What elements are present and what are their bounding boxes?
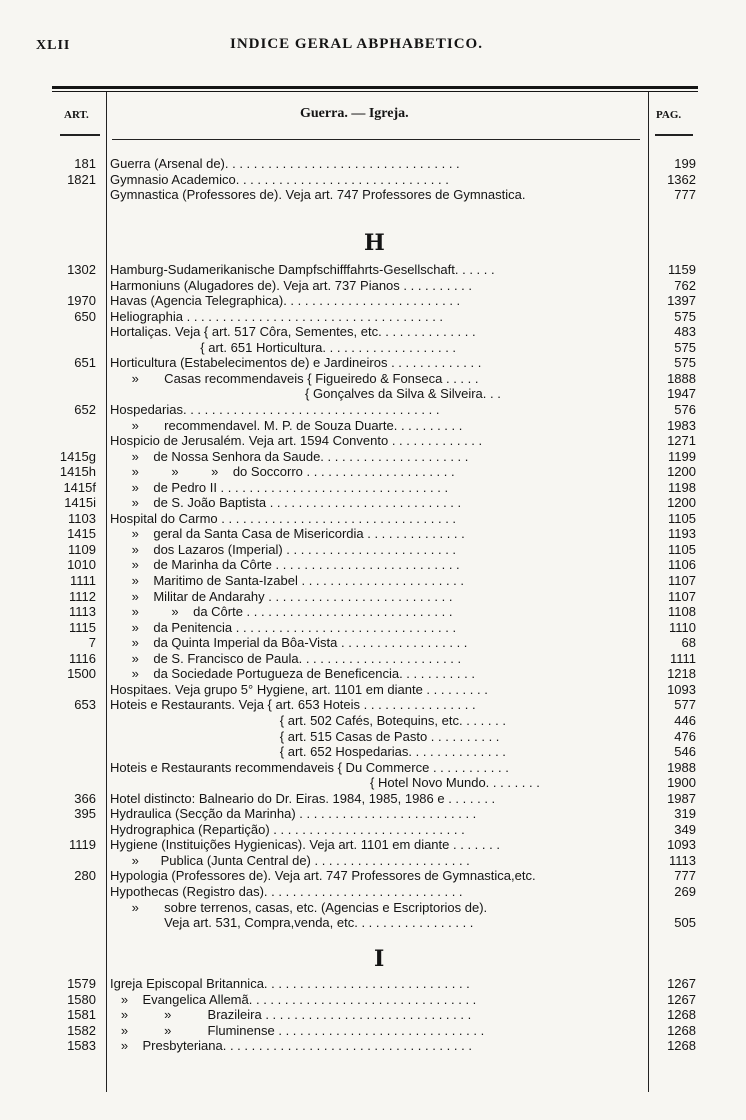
- entry-page-number: 1987: [667, 790, 696, 806]
- index-entry: [52, 791, 702, 807]
- entry-text: Igreja Episcopal Britannica. . . . . . . . . . . . . . . . . . . . . . . . . . . . .: [110, 976, 470, 991]
- entry-page-number: 1267: [667, 976, 696, 991]
- entry-text: » Publica (Junta Central de) . . . . . . . . . . . . . . . . . . . . . .: [110, 852, 470, 868]
- entry-text: » » da Côrte . . . . . . . . . . . . . . . . . . . . . . . . . . . . .: [110, 604, 453, 620]
- entry-page-number: 1983: [667, 417, 696, 433]
- entry-page-number: 1900: [667, 775, 696, 791]
- header-underline-pag: [655, 134, 693, 136]
- entry-page-number: 1397: [667, 293, 696, 309]
- entry-article-number: 181: [74, 156, 96, 171]
- entry-page-number: 1106: [668, 557, 696, 573]
- entry-text: Havas (Agencia Telegraphica). . . . . . . . . . . . . . . . . . . . . . . . .: [110, 293, 461, 309]
- entry-text: » » » do Soccorro . . . . . . . . . . . . . . . . . . . . .: [110, 464, 455, 480]
- entry-text: Harmoniuns (Alugadores de). Veja art. 737 Pianos . . . . . . . . . .: [110, 277, 473, 293]
- entry-page-number: 762: [674, 277, 696, 293]
- index-entry: [52, 187, 702, 203]
- entry-article-number: 1112: [69, 588, 96, 604]
- entry-article-number: 1119: [69, 837, 96, 853]
- entry-page-number: 1988: [667, 759, 696, 775]
- entry-text: Hygiene (Instituições Hygienicas). Veja art. 1101 em diante . . . . . . .: [110, 837, 500, 853]
- entry-text: Hotel distincto: Balneario do Dr. Eiras. 1984, 1985, 1986 e . . . . . . .: [110, 790, 496, 806]
- entry-page-number: 1888: [667, 370, 696, 386]
- entry-page-number: 1199: [668, 448, 696, 464]
- header-rule-thick: [52, 86, 698, 89]
- entry-text: Hortaliças. Veja { art. 517 Côra, Sementes, etc. . . . . . . . . . . . . .: [110, 324, 476, 340]
- index-entry: [52, 511, 702, 527]
- entry-article-number: 1500: [67, 666, 96, 682]
- entry-article-number: 1115: [69, 619, 96, 635]
- index-entry: [52, 278, 702, 294]
- index-entry: [52, 900, 702, 916]
- entry-page-number: 1159: [668, 262, 696, 277]
- entry-page-number: 483: [674, 324, 696, 340]
- entry-page-number: 505: [674, 915, 696, 931]
- entry-text: { art. 502 Cafés, Botequins, etc. . . . . . .: [110, 712, 506, 728]
- entry-page-number: 1193: [668, 526, 696, 542]
- entry-page-number: 575: [674, 355, 696, 371]
- entry-text: » da Penitencia . . . . . . . . . . . . . . . . . . . . . . . . . . . . . . .: [110, 619, 457, 635]
- page-title: INDICE GERAL ABPHABETICO.: [230, 36, 483, 52]
- entry-text: » » Brazileira . . . . . . . . . . . . . . . . . . . . . . . . . . . . .: [110, 1007, 472, 1022]
- entry-page-number: 577: [674, 697, 696, 713]
- entry-text: Hospedarias. . . . . . . . . . . . . . . . . . . . . . . . . . . . . . . . . . . .: [110, 401, 440, 417]
- index-entry: [52, 464, 702, 480]
- index-entry: [52, 542, 702, 558]
- index-entry: [52, 604, 702, 620]
- entry-article-number: 1109: [68, 541, 96, 557]
- entry-text: » Maritimo de Santa-Izabel . . . . . . . . . . . . . . . . . . . . . . .: [110, 573, 465, 588]
- entry-article-number: 1582: [67, 1022, 96, 1038]
- header-underline-section: [112, 139, 640, 140]
- entry-page-number: 1093: [667, 681, 696, 697]
- entry-page-number: 1268: [667, 1007, 696, 1022]
- index-entry: [52, 822, 702, 838]
- entry-page-number: 1362: [667, 171, 696, 187]
- index-entry: [52, 526, 702, 542]
- entry-page-number: 319: [674, 806, 696, 822]
- entry-article-number: 1302: [67, 262, 96, 277]
- entry-text: » recommendavel. M. P. de Souza Duarte. . . . . . . . . .: [110, 417, 463, 433]
- index-entry: [52, 355, 702, 371]
- entry-page-number: 1105: [668, 510, 696, 526]
- entry-article-number: 280: [74, 868, 96, 884]
- entry-text: { Hotel Novo Mundo. . . . . . . .: [110, 775, 540, 791]
- entry-page-number: 199: [674, 156, 696, 171]
- index-entry: [52, 371, 702, 387]
- entry-page-number: 1110: [669, 619, 696, 635]
- entry-article-number: 651: [74, 355, 96, 371]
- entry-text: Hospitaes. Veja grupo 5° Hygiene, art. 1101 em diante . . . . . . . . .: [110, 681, 488, 697]
- page-number: XLII: [36, 38, 71, 53]
- index-entry: [52, 309, 702, 325]
- entry-article-number: 366: [74, 790, 96, 806]
- entry-text: Gymnastica (Professores de). Veja art. 747 Professores de Gymnastica.: [110, 187, 526, 202]
- entry-article-number: 653: [74, 697, 96, 713]
- entry-article-number: 1415g: [59, 448, 96, 464]
- index-entry: [52, 666, 702, 682]
- entry-page-number: 1947: [667, 386, 696, 402]
- index-entry: [52, 868, 702, 884]
- index-entry: [52, 418, 702, 434]
- entry-text: Hamburg-Sudamerikanische Dampfschifffahrts-Gesellschaft. . . . . .: [110, 262, 495, 277]
- entry-page-number: 546: [674, 744, 696, 760]
- header-underline-art: [60, 134, 100, 136]
- entry-text: » de Marinha da Côrte . . . . . . . . . . . . . . . . . . . . . . . . . .: [110, 557, 460, 573]
- entry-text: Horticultura (Estabelecimentos de) e Jardineiros . . . . . . . . . . . . .: [110, 355, 482, 371]
- entry-article-number: 1113: [69, 604, 96, 620]
- entry-text: » de S. Francisco de Paula. . . . . . . . . . . . . . . . . . . . . . .: [110, 650, 462, 666]
- entry-text: » Casas recommendaveis { Figueiredo & Fonseca . . . . .: [110, 370, 479, 386]
- index-entry: [52, 557, 702, 573]
- entry-page-number: 575: [674, 308, 696, 324]
- index-entry: [52, 573, 702, 589]
- entry-text: » da Quinta Imperial da Bôa-Vista . . . . . . . . . . . . . . . . . .: [110, 635, 468, 651]
- index-entry: [52, 635, 702, 651]
- index-entry: [52, 480, 702, 496]
- entry-article-number: 1821: [67, 171, 96, 187]
- entry-text: Hydrographica (Repartição) . . . . . . . . . . . . . . . . . . . . . . . . . . .: [110, 821, 465, 837]
- column-header-art: ART.: [64, 109, 89, 121]
- header-rule-thin: [52, 91, 698, 92]
- section-letter-i: I: [374, 946, 385, 972]
- entry-article-number: 1581: [67, 1007, 96, 1022]
- entry-text: » da Sociedade Portugueza de Beneficencia. . . . . . . . . . .: [110, 666, 475, 682]
- index-entry: [52, 293, 702, 309]
- entry-text: » Militar de Andarahy . . . . . . . . . . . . . . . . . . . . . . . . . .: [110, 588, 453, 604]
- entry-text: » de Nossa Senhora da Saude. . . . . . . . . . . . . . . . . . . . .: [110, 448, 469, 464]
- entry-text: Hoteis e Restaurants recommendaveis { Du Commerce . . . . . . . . . . .: [110, 759, 509, 775]
- index-entry: [52, 340, 702, 356]
- index-entry: [52, 433, 702, 449]
- index-entry: [52, 324, 702, 340]
- entry-text: Hospicio de Jerusalém. Veja art. 1594 Convento . . . . . . . . . . . . .: [110, 433, 483, 449]
- entry-text: » de Pedro II . . . . . . . . . . . . . . . . . . . . . . . . . . . . . . . .: [110, 479, 449, 495]
- entry-article-number: 7: [88, 635, 96, 651]
- entry-page-number: 1111: [669, 650, 696, 666]
- entry-page-number: 1200: [667, 495, 696, 511]
- entry-page-number: 1218: [667, 666, 696, 682]
- entry-article-number: 1415f: [63, 479, 96, 495]
- entry-text: Guerra (Arsenal de). . . . . . . . . . . . . . . . . . . . . . . . . . . . . . . . .: [110, 156, 460, 171]
- index-entry: [52, 1038, 702, 1054]
- entry-article-number: 395: [74, 806, 96, 822]
- entry-article-number: 1116: [69, 650, 96, 666]
- index-entry: [52, 589, 702, 605]
- index-entry: [52, 651, 702, 667]
- index-entry: [52, 1023, 702, 1039]
- entry-page-number: 777: [674, 868, 696, 884]
- entry-article-number: 1415i: [64, 495, 96, 511]
- entry-text: Heliographia . . . . . . . . . . . . . . . . . . . . . . . . . . . . . . . . . . . .: [110, 308, 444, 324]
- entry-article-number: 652: [74, 401, 96, 417]
- entry-page-number: 1200: [667, 464, 696, 480]
- entry-page-number: 1093: [667, 837, 696, 853]
- index-entry: [52, 386, 702, 402]
- index-entry: [52, 697, 702, 713]
- entry-page-number: 576: [674, 401, 696, 417]
- entry-article-number: 1579: [67, 976, 96, 991]
- index-entry: [52, 775, 702, 791]
- index-entry: [52, 402, 702, 418]
- entry-article-number: 1010: [67, 557, 96, 573]
- entry-page-number: 1271: [667, 433, 696, 449]
- entry-page-number: 1198: [668, 479, 696, 495]
- entry-article-number: 1970: [67, 293, 96, 309]
- entry-text: Hypothecas (Registro das). . . . . . . . . . . . . . . . . . . . . . . . . . . .: [110, 884, 463, 899]
- index-entry: [52, 262, 702, 278]
- entry-text: » dos Lazaros (Imperial) . . . . . . . . . . . . . . . . . . . . . . . .: [110, 541, 457, 557]
- column-header-pag: PAG.: [656, 109, 682, 121]
- entry-article-number: 1580: [67, 991, 96, 1007]
- entry-text: Hydraulica (Secção da Marinha) . . . . . . . . . . . . . . . . . . . . . . . . .: [110, 806, 477, 822]
- entry-text: { Gonçalves da Silva & Silveira. . .: [110, 386, 501, 402]
- entry-page-number: 1107: [668, 588, 696, 604]
- entry-text: » geral da Santa Casa de Misericordia . . . . . . . . . . . . . .: [110, 526, 465, 542]
- entry-article-number: 1111: [69, 573, 96, 588]
- index-entry: [52, 806, 702, 822]
- index-entry: [52, 713, 702, 729]
- entry-page-number: 1107: [668, 573, 696, 588]
- entry-page-number: 1108: [668, 604, 696, 620]
- entry-text: Gymnasio Academico. . . . . . . . . . . . . . . . . . . . . . . . . . . . . .: [110, 171, 449, 187]
- entry-page-number: 476: [674, 728, 696, 744]
- entry-page-number: 1267: [667, 991, 696, 1007]
- entry-text: » Evangelica Allemã. . . . . . . . . . . . . . . . . . . . . . . . . . . . . . . .: [110, 991, 477, 1007]
- column-header-section: Guerra. — Igreja.: [300, 106, 409, 121]
- entry-text: Hoteis e Restaurants. Veja { art. 653 Hoteis . . . . . . . . . . . . . . . .: [110, 697, 476, 713]
- entry-page-number: 349: [674, 821, 696, 837]
- entry-text: { art. 515 Casas de Pasto . . . . . . . . . .: [110, 728, 500, 744]
- entry-text: » sobre terrenos, casas, etc. (Agencias e Escriptorios de).: [110, 899, 488, 915]
- index-entry: [52, 992, 702, 1008]
- entry-page-number: 575: [674, 339, 696, 355]
- entry-text: Hypologia (Professores de). Veja art. 747 Professores de Gymnastica,etc.: [110, 868, 536, 884]
- entry-text: » Presbyteriana. . . . . . . . . . . . . . . . . . . . . . . . . . . . . . . . . . .: [110, 1038, 472, 1053]
- entry-page-number: 269: [674, 884, 696, 899]
- entry-text: Hospital do Carmo . . . . . . . . . . . . . . . . . . . . . . . . . . . . . . . . .: [110, 510, 457, 526]
- index-entry: [52, 744, 702, 760]
- entry-text: » » Fluminense . . . . . . . . . . . . . . . . . . . . . . . . . . . . .: [110, 1022, 485, 1038]
- index-entry: [52, 915, 702, 931]
- index-entry: [52, 853, 702, 869]
- entry-text: » de S. João Baptista . . . . . . . . . . . . . . . . . . . . . . . . . . .: [110, 495, 462, 511]
- entry-page-number: 446: [674, 712, 696, 728]
- index-entry: [52, 495, 702, 511]
- index-entry: [52, 976, 702, 992]
- index-entry: [52, 760, 702, 776]
- index-entry: [52, 682, 702, 698]
- index-entry: [52, 1007, 702, 1023]
- entry-article-number: 650: [74, 308, 96, 324]
- entry-text: { art. 652 Hospedarias. . . . . . . . . . . . . .: [110, 744, 506, 760]
- entry-page-number: 777: [674, 187, 696, 202]
- entry-article-number: 1415: [67, 526, 96, 542]
- entry-page-number: 1105: [668, 541, 696, 557]
- section-letter-h: H: [364, 230, 385, 256]
- index-entry: [52, 837, 702, 853]
- entry-page-number: 1268: [667, 1038, 696, 1053]
- index-entry: [52, 729, 702, 745]
- index-entry: [52, 884, 702, 900]
- entry-text: { art. 651 Horticultura. . . . . . . . . . . . . . . . . . .: [110, 339, 457, 355]
- entry-article-number: 1103: [68, 510, 96, 526]
- entry-article-number: 1415h: [59, 464, 96, 480]
- index-entry: [52, 156, 702, 172]
- entry-text: Veja art. 531, Compra,venda, etc. . . . . . . . . . . . . . . . .: [110, 915, 474, 931]
- entry-page-number: 68: [681, 635, 696, 651]
- entry-article-number: 1583: [67, 1038, 96, 1053]
- index-entry: [52, 620, 702, 636]
- index-entry: [52, 172, 702, 188]
- entry-page-number: 1268: [667, 1022, 696, 1038]
- entry-page-number: 1113: [669, 852, 696, 868]
- index-entry: [52, 449, 702, 465]
